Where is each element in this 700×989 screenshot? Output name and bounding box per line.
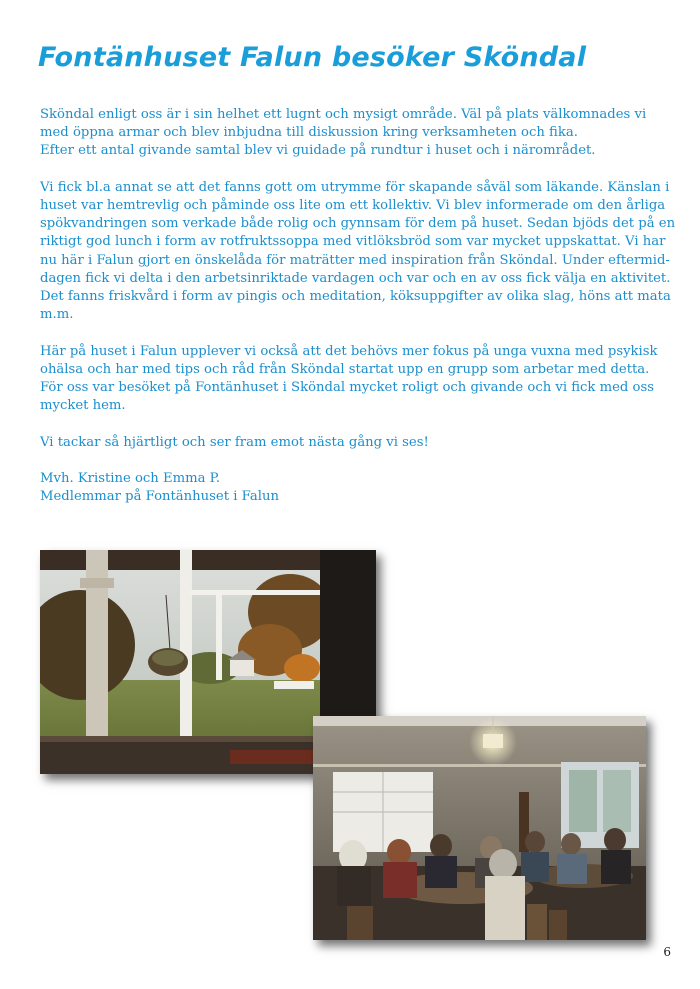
text-line: mycket hem. [40,398,126,414]
paragraph [40,179,676,325]
text-line: nu här i Falun gjort en önskelåda för maträtter med inspiration från Sköndal. Under eftermid- [40,252,670,268]
article-title: Fontänhuset Falun besöker Sköndal [38,42,587,73]
paragraph [40,434,660,452]
text-line: huset var hemtrevlig och påminde oss lite om ett kollektiv. Vi blev informerade om den årliga [40,198,666,213]
text-line: Medlemmar på Fontänhuset i Falun [40,489,279,505]
text-line: ohälsa och har med tips och råd från Sköndal startat upp en grupp som arbetar med detta. [40,361,650,377]
article-body [40,106,676,525]
text-line: spökvandringen som verkade både rolig och gynnsam för dem på huset. Sedan bjöds det på en [40,216,676,232]
text-line: Vi tackar så hjärtligt och ser fram emot nästa gång vi ses! [40,434,429,450]
text-line: Efter ett antal givande samtal blev vi guidade på rundtur i huset och i närområdet. [40,143,596,159]
paragraph [40,343,660,416]
text-line: dagen fick vi delta i den arbetsinriktade vardagen och var och en av oss fick välja en aktivitet. [40,270,671,286]
paragraph [40,106,660,161]
text-line: Det fanns friskvård i form av pingis och meditation, köksuppgifter av olika slag, höns att mata [40,289,671,305]
text-line: riktigt god lunch i form av rotfruktssoppa med vitlöksbröd som var mycket uppskattat. Vi har [40,234,666,250]
text-line: Sköndal enligt oss är i sin helhet ett lugnt och mysigt område. Väl på plats välkomnades vi [40,107,647,122]
text-line: m.m. [40,307,74,323]
text-line: Mvh. Kristine och Emma P. [40,471,221,486]
text-line: med öppna armar och blev inbjudna till diskussion kring verksamheten och fika. [40,125,578,141]
signature [40,470,660,506]
page-number: 6 [663,945,671,959]
text-line: För oss var besöket på Fontänhuset i Sköndal mycket roligt och givande och vi fick med oss [40,380,655,396]
meeting-room-photo [313,716,646,940]
text-line: Här på huset i Falun upplever vi också att det behövs mer fokus på unga vuxna med psykisk [40,343,658,359]
text-line: Vi fick bl.a annat se att det fanns gott om utrymme för skapande såväl som läkande. Känslan i [40,179,670,195]
